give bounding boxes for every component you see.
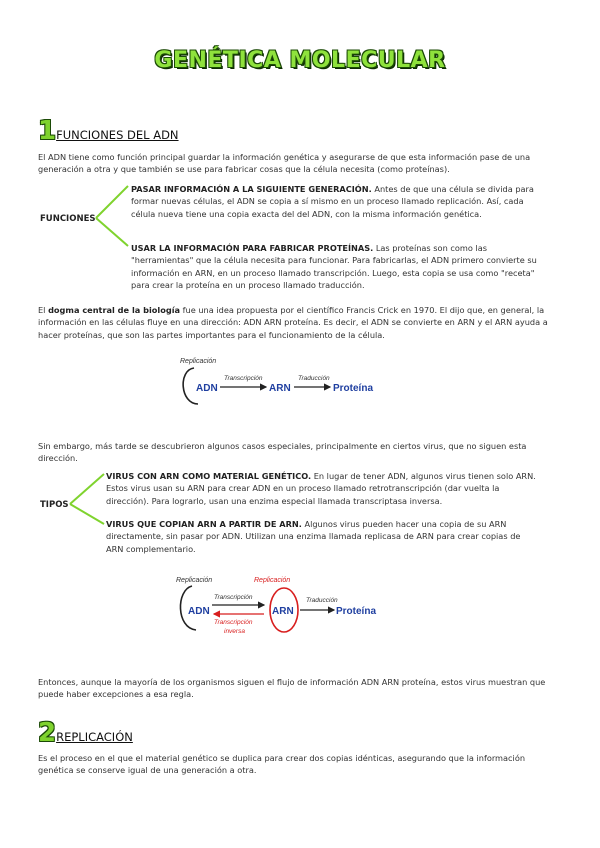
type-2-text: Algunos virus pueden hacer una copia de su ARN directamente, sin pasar por ADN. Utilizan una enzima llamada replicasa de ARN para crear copias de ARN complementario. [106, 519, 521, 554]
replication-left-label: Replicación [176, 577, 213, 584]
replication-paragraph: Es el proceso en el que el material genético se duplica para crear dos copias idénticas, asegurando que la información genética se conserve igual de una generación a otra. [38, 753, 526, 776]
transcription-label: Transcripción [224, 375, 263, 382]
translation-label: Traducción [306, 597, 338, 604]
replication-label: Replicación [180, 358, 217, 365]
functions-bracket [94, 182, 134, 250]
section-title: REPLICACIÓN [56, 730, 133, 744]
adn-node: ADN [188, 606, 210, 617]
reverse-transcription-label-1: Transcripción [214, 619, 253, 626]
types-bracket [68, 470, 108, 530]
dogma-paragraph [38, 304, 560, 341]
function-2-title: USAR LA INFORMACIÓN PARA FABRICAR PROTEÍNAS. [131, 243, 374, 253]
function-1-title: PASAR INFORMACIÓN A LA SIGUIENTE GENERACIÓN. [131, 184, 372, 194]
arn-node: ARN [272, 606, 294, 617]
reverse-transcription-label-2: inversa [224, 628, 245, 635]
protein-node: Proteína [336, 606, 377, 617]
types-label: TIPOS [40, 500, 69, 510]
functions-label: FUNCIONES [40, 214, 96, 224]
function-2 [131, 242, 541, 292]
function-1-text: Antes de que una célula se divida para formar nuevas células, el ADN se copia a sí mismo en un proceso llamado replicación. Así, cada célula nueva tiene una copia exacta del del ADN, con la misma información genética. [131, 184, 534, 219]
type-1-text: En lugar de tener ADN, algunos virus tienen solo ARN. Estos virus usan su ARN para crear ADN en un proceso llamado retrotranscripción (dar vuelta la dirección). Para lograrlo, usan una enzima especial llamada transcriptasa inversa. [106, 471, 536, 506]
virus-flow-diagram [170, 572, 410, 642]
type-1 [106, 470, 540, 507]
section-2-heading [38, 718, 133, 748]
page-title-text: GENÉTICA MOLECULAR [154, 48, 446, 73]
type-1-title: VIRUS CON ARN COMO MATERIAL GENÉTICO. [106, 471, 312, 481]
section-number: 1 [38, 116, 57, 146]
translation-label: Traducción [298, 375, 330, 382]
section-1-heading [38, 116, 179, 146]
type-2 [106, 518, 540, 555]
arn-node: ARN [269, 383, 291, 394]
dogma-term: dogma central de la biología [48, 305, 181, 315]
exceptions-intro: Sin embargo, más tarde se descubrieron algunos casos especiales, principalmente en ciertos virus, que no siguen esta dirección. [38, 441, 527, 464]
replication-right-label: Replicación [254, 577, 291, 584]
dogma-post: fue una idea propuesta por el científico Francis Crick en 1970. El dijo que, en general, la información en las células fluye en una dirección: ADN ARN proteína. Es decir, el ADN se convierte en ARN y el ARN ayuda a hacer proteínas, que son las partes importantes para el funcionamiento de la célula. [38, 305, 548, 340]
function-1 [131, 183, 541, 220]
function-2-text: Las proteínas son como las "herramientas" que la célula necesita para funcionar. Para fabricarlas, el ADN primero convierte su información en ARN, en un proceso llamado transcripción. Luego, esta copia se usa como "receta" para crear la proteína en un proceso llamado traducción. [131, 243, 537, 291]
type-2-title: VIRUS QUE COPIAN ARN A PARTIR DE ARN. [106, 519, 302, 529]
adn-node: ADN [196, 383, 218, 394]
page-title [0, 48, 600, 73]
dogma-pre: El [38, 305, 49, 315]
section-title: FUNCIONES DEL ADN [56, 128, 179, 142]
protein-node: Proteína [333, 383, 374, 394]
transcription-label: Transcripción [214, 594, 253, 601]
intro-paragraph: El ADN tiene como función principal guardar la información genética y asegurarse de que esta información pase de una generación a otra y que también se use para fabricar cosas que la célula necesita (como proteínas). [38, 152, 531, 175]
central-dogma-diagram [170, 352, 430, 410]
conclusion-paragraph: Entonces, aunque la mayoría de los organismos siguen el flujo de información ADN ARN proteína, estos virus muestran que puede haber excepciones a esa regla. [38, 677, 546, 700]
section-number: 2 [38, 718, 57, 748]
